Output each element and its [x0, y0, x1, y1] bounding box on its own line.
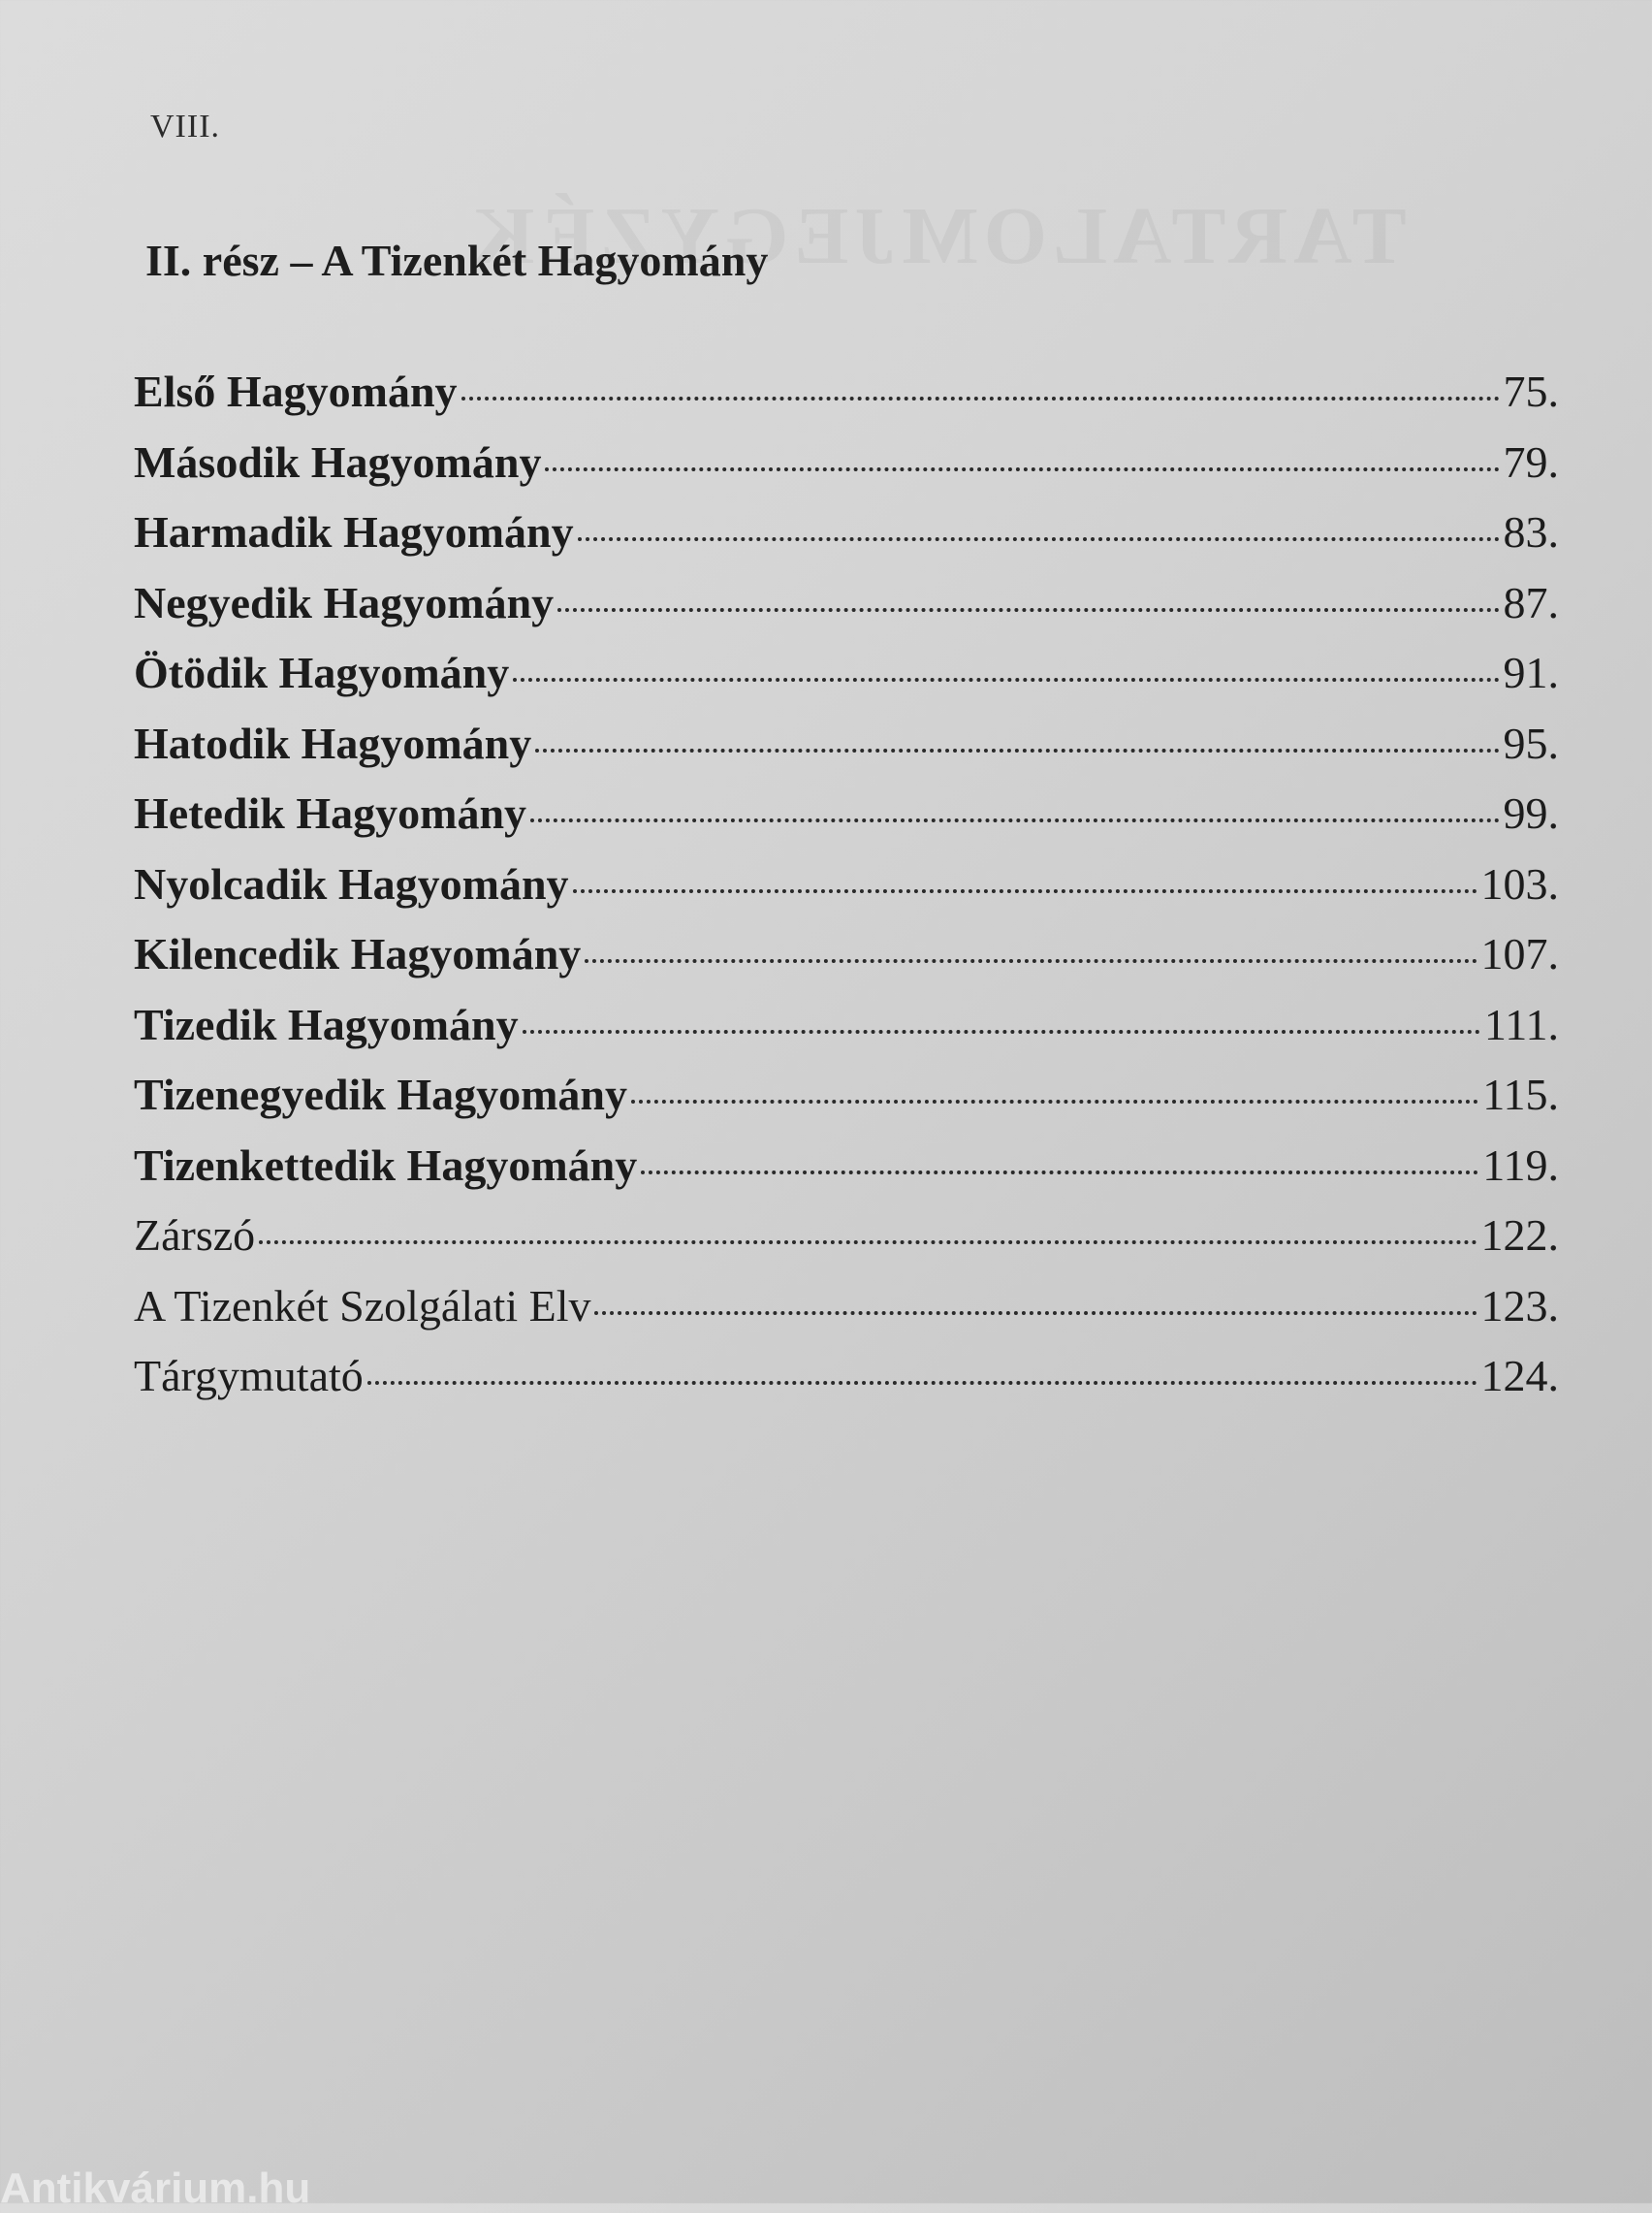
toc-dot-leader [259, 1240, 1477, 1244]
toc-dot-leader [367, 1381, 1477, 1385]
toc-entry-page: 99. [1503, 788, 1559, 838]
toc-entry-page: 115. [1482, 1070, 1559, 1119]
toc-entry-label: Tárgymutató [134, 1351, 364, 1400]
toc-entry-label: Tizenegyedik Hagyomány [134, 1070, 628, 1119]
toc-entry [134, 638, 1559, 709]
toc-entry-label: Tizenkettedik Hagyomány [134, 1139, 638, 1190]
toc-dot-leader [523, 1030, 1480, 1034]
toc-entry-label: Negyedik Hagyomány [134, 577, 555, 627]
toc-dot-leader [513, 678, 1499, 682]
toc-entry-label: Hatodik Hagyomány [134, 718, 532, 768]
toc-dot-leader [461, 397, 1500, 401]
toc-entry [134, 1271, 1559, 1342]
toc-entry-label: Második Hagyomány [134, 436, 542, 487]
toc-entry-page: 87. [1503, 577, 1559, 627]
toc-dot-leader [631, 1100, 1478, 1104]
toc-entry [134, 1341, 1559, 1412]
toc-entry-label: A Tizenkét Szolgálati Elv [134, 1280, 591, 1331]
toc-dot-leader [578, 537, 1500, 541]
toc-entry [134, 1060, 1559, 1131]
toc-dot-leader [573, 889, 1477, 893]
section-title: II. rész – A Tizenkét Hagyomány [145, 236, 769, 285]
toc-entry [134, 568, 1559, 639]
toc-entry-page: 91. [1503, 648, 1559, 697]
toc-entry-label: Tizedik Hagyomány [134, 999, 519, 1049]
toc-dot-leader [641, 1171, 1478, 1174]
toc-dot-leader [594, 1311, 1477, 1315]
toc-dot-leader [585, 959, 1477, 963]
toc-entry-page: 107. [1480, 929, 1559, 978]
toc-entry [134, 1131, 1559, 1202]
toc-entry [134, 357, 1559, 428]
toc-entry [134, 428, 1559, 498]
toc-entry [134, 779, 1559, 850]
toc-dot-leader [535, 749, 1499, 753]
toc-entry-page: 119. [1482, 1139, 1559, 1190]
page-number: VIII. [150, 109, 221, 144]
table-of-contents [134, 357, 1559, 1412]
toc-entry-page: 122. [1480, 1210, 1559, 1260]
toc-entry-label: Hetedik Hagyomány [134, 788, 527, 838]
toc-entry-label: Kilencedik Hagyomány [134, 929, 582, 978]
toc-entry-label: Első Hagyomány [134, 367, 458, 416]
toc-entry [134, 850, 1559, 920]
toc-entry-page: 75. [1503, 367, 1559, 416]
toc-entry [134, 990, 1559, 1061]
toc-entry-page: 111. [1483, 999, 1559, 1049]
watermark: Antikvárium.hu [0, 2165, 311, 2212]
toc-dot-leader [545, 467, 1499, 471]
toc-dot-leader [530, 818, 1499, 822]
toc-entry [134, 497, 1559, 568]
toc-entry [134, 919, 1559, 990]
toc-entry-label: Zárszó [134, 1210, 256, 1260]
toc-entry-label: Nyolcadik Hagyomány [134, 858, 569, 909]
toc-entry [134, 709, 1559, 780]
toc-entry [134, 1201, 1559, 1271]
toc-entry-label: Harmadik Hagyomány [134, 507, 574, 557]
toc-entry-page: 79. [1503, 436, 1559, 487]
toc-entry-page: 83. [1503, 507, 1559, 557]
toc-dot-leader [557, 608, 1499, 612]
toc-entry-page: 103. [1480, 858, 1559, 909]
toc-entry-page: 124. [1480, 1351, 1559, 1400]
toc-entry-page: 123. [1480, 1280, 1559, 1331]
toc-entry-page: 95. [1503, 718, 1559, 768]
toc-entry-label: Ötödik Hagyomány [134, 648, 510, 697]
